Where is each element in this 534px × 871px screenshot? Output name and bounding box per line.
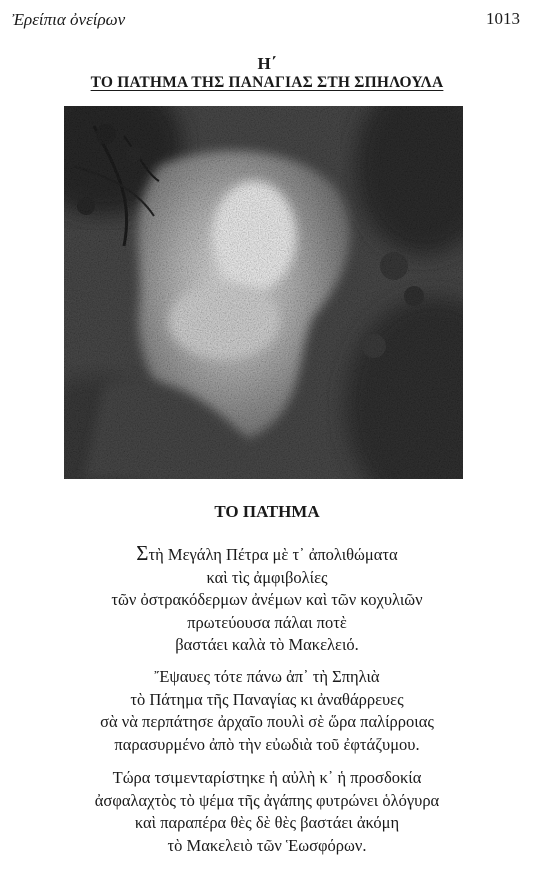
poem-line: ἀσφαλαχτὸς τὸ ψέμα τῆς ἀγάπης φυτρώνει ὁλόγυρα	[94, 790, 440, 810]
photo-image	[64, 106, 463, 479]
poem-stanza-2	[0, 666, 534, 756]
poem-line: καὶ παραπέρα θὲς δὲ θὲς βαστάει ἀκόμη	[134, 813, 400, 832]
poem-title: ΤΟ ΠΑΤΗΜΑ	[214, 502, 320, 521]
poem-line-text: τὴ Μεγάλη Πέτρα μὲ τ᾿ ἀπολιθώματα	[148, 545, 398, 564]
poem-stanza-3	[0, 767, 534, 857]
poem-line: σὰ νὰ περπάτησε ἀρχαῖο πουλὶ σὲ ὥρα παλίρροιας	[100, 712, 434, 731]
poem-line	[0, 542, 534, 567]
poem-line: Ἔψαυες τότε πάνω ἀπ᾿ τὴ Σπηλιὰ	[154, 667, 380, 686]
poem-line: Τώρα τσιμενταρίστηκε ἡ αὐλὴ κ᾿ ἡ προσδοκία	[112, 768, 422, 787]
chapter-number: Η΄	[257, 54, 277, 73]
poem-line: παρασυρμένο ἀπὸ τὴν εὐωδιὰ τοῦ ἐφτάζυμου.	[114, 734, 420, 754]
running-head: Ἐρείπια ὀνείρων	[12, 10, 126, 29]
chapter-title	[0, 74, 534, 92]
poem-line: τὸ Πάτημα τῆς Παναγίας κι ἀναθάρρευες	[130, 689, 404, 709]
poem-line: τῶν ὀστρακόδερμων ἀνέμων καὶ τῶν κοχυλιῶν	[111, 590, 423, 609]
chapter-title-text: ΤΟ ΠΑΤΗΜΑ ΤΗΣ ΠΑΝΑΓΙΑΣ ΣΤΗ ΣΠΗΛΟΥΛΑ	[90, 74, 444, 91]
rock-footprint-photo	[64, 106, 463, 479]
page-number: 1013	[486, 9, 520, 28]
poem-line: πρωτεύουσα πάλαι ποτὲ	[187, 612, 347, 632]
poem-line: τὸ Μακελειὸ τῶν Ἑωσφόρων.	[167, 835, 367, 855]
drop-initial: Σ	[136, 541, 149, 565]
poem-line: βαστάει καλὰ τὸ Μακελειό.	[175, 635, 359, 654]
poem-stanza-1	[0, 542, 534, 657]
poem-line: καὶ τὶς ἀμφιβολίες	[206, 567, 328, 587]
